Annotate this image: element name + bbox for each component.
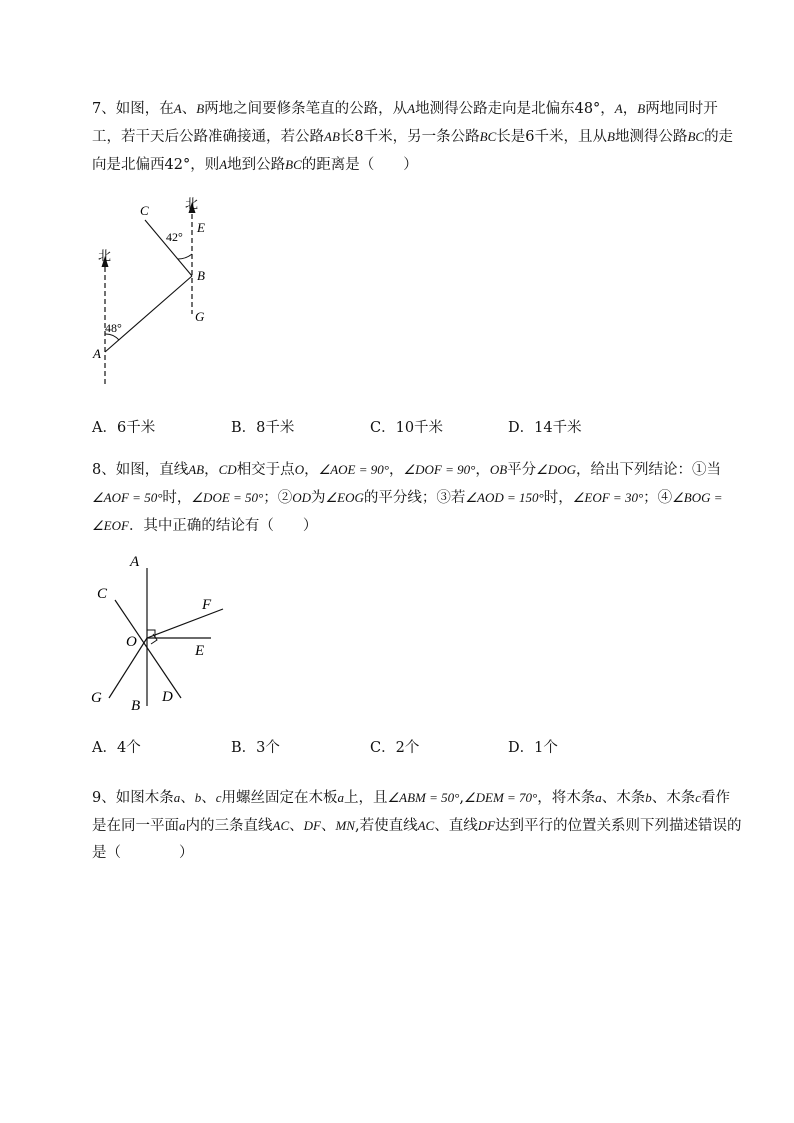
- text: 上，且: [344, 790, 388, 806]
- text: 如图木条: [115, 790, 174, 806]
- angle-arc-b: [178, 254, 192, 259]
- text: 达到平行的位置关系则下列描述错误的是（ ）: [92, 818, 742, 861]
- option-b[interactable]: B．8千米: [231, 420, 295, 436]
- question-number: 8、: [92, 462, 116, 478]
- question-9-text: [92, 784, 742, 867]
- text: 的平分线；③若: [363, 490, 466, 506]
- text: 、: [320, 818, 336, 834]
- math-expr: ∠AOE = 90°: [318, 462, 389, 477]
- math-var: c: [215, 790, 222, 805]
- text: ，: [388, 462, 404, 478]
- north-label-b: 北: [185, 196, 199, 211]
- point-label-b: B: [197, 268, 205, 283]
- math-expr: ∠DOE = 50°: [191, 490, 264, 505]
- math-expr: ∠DOG: [536, 462, 576, 477]
- option-a[interactable]: A．4个: [92, 740, 141, 756]
- text: 平分: [507, 462, 537, 478]
- text: 地到公路: [227, 157, 286, 173]
- q8-figure: [85, 550, 235, 715]
- math-var: AC: [272, 818, 290, 833]
- text: 地测得公路: [614, 129, 688, 145]
- text: 两地同时开工，若干天后公路准确接通，若公路: [92, 101, 718, 145]
- math-var: DF: [303, 818, 321, 833]
- math-expr: ∠EOF = 30°: [572, 490, 644, 505]
- text: 、木条: [601, 790, 646, 806]
- point-label-b: B: [131, 698, 141, 714]
- math-var: A: [614, 101, 623, 116]
- north-label-a: 北: [98, 248, 112, 263]
- line-cd: [115, 600, 181, 698]
- text: ．其中正确的结论有（ ）: [128, 518, 318, 534]
- point-label-c: C: [97, 586, 108, 602]
- q7-figure: [85, 192, 225, 392]
- math-var: A: [219, 157, 228, 172]
- question-8: [92, 456, 742, 540]
- point-label-g: G: [91, 690, 102, 706]
- point-label-a: A: [130, 554, 140, 570]
- text: 长8千米，另一条公路: [339, 129, 480, 145]
- question-7-text: [92, 95, 742, 179]
- math-var: A: [173, 101, 182, 116]
- math-var: c: [695, 790, 702, 805]
- point-label-e: E: [195, 643, 205, 659]
- option-c[interactable]: C．2个: [370, 740, 420, 756]
- angle-label-42: 42°: [166, 230, 183, 244]
- point-label-c: C: [140, 203, 149, 218]
- text: ，将木条: [537, 790, 596, 806]
- math-var: OB: [489, 462, 508, 477]
- text: 如图，在: [115, 101, 174, 117]
- math-var: B: [606, 129, 615, 144]
- math-expr: ∠AOF = 50°: [92, 490, 163, 505]
- text: 两地之间要修条笔直的公路，从: [204, 101, 408, 117]
- text: 的走向是北偏西42°，则: [92, 129, 734, 173]
- question-7: [92, 95, 742, 179]
- text: 长是6千米，且从: [496, 129, 607, 145]
- math-var: B: [196, 101, 205, 116]
- math-expr: ∠ABM = 50°: [387, 790, 460, 805]
- text: ，: [622, 101, 638, 117]
- text: 、: [201, 790, 216, 806]
- question-9: [92, 784, 742, 867]
- math-var: BC: [479, 129, 497, 144]
- point-label-e: E: [197, 220, 205, 235]
- option-b[interactable]: B．3个: [231, 740, 280, 756]
- text: 的距离是（ ）: [301, 157, 418, 173]
- text: 、: [289, 818, 304, 834]
- text: 、直线: [434, 818, 478, 834]
- math-expr: ∠EOG: [325, 490, 364, 505]
- text: 相交于点: [236, 462, 295, 478]
- math-var: AC: [417, 818, 435, 833]
- math-var: A: [407, 101, 416, 116]
- text: 时，: [543, 490, 573, 506]
- math-var: B: [637, 101, 646, 116]
- math-var: O: [294, 462, 305, 477]
- text: 、木条: [651, 790, 696, 806]
- segment-bc: [145, 220, 192, 276]
- text: ，给出下列结论：: [576, 462, 692, 478]
- segment-ab: [105, 276, 192, 352]
- point-label-g: G: [195, 309, 205, 324]
- math-var: AB: [188, 462, 205, 477]
- option-c[interactable]: C．10千米: [370, 420, 444, 436]
- text: 地测得公路走向是北偏东48°，: [415, 101, 615, 117]
- option-d[interactable]: D．14千米: [508, 420, 582, 436]
- text: 、: [180, 790, 195, 806]
- text: 用螺丝固定在木板: [221, 790, 338, 806]
- angle-label-48: 48°: [105, 321, 122, 335]
- text: ，: [475, 462, 490, 478]
- math-var: DF: [477, 818, 496, 833]
- math-var: b: [194, 790, 202, 805]
- math-var: BC: [687, 129, 705, 144]
- math-expr: ∠DOF = 90°: [403, 462, 476, 477]
- text: ；②: [263, 490, 293, 506]
- point-label-f: F: [202, 597, 212, 613]
- text: ；④: [643, 490, 673, 506]
- math-expr: ∠DEM = 70°: [463, 790, 538, 805]
- math-var: a: [595, 790, 602, 805]
- math-expr: ∠AOD = 150°: [465, 490, 544, 505]
- math-var: AB: [324, 129, 340, 144]
- point-label-d: D: [162, 689, 173, 705]
- question-number: 7、: [92, 101, 116, 117]
- text: 时，: [162, 490, 192, 506]
- math-expr: ∠BOG = ∠EOF: [92, 490, 723, 533]
- question-number: 9、: [92, 790, 116, 806]
- text: 内的三条直线: [185, 818, 273, 834]
- option-a[interactable]: A．6千米: [92, 420, 156, 436]
- text: 为: [311, 490, 326, 506]
- ray-of: [147, 609, 223, 638]
- text: ，: [204, 462, 219, 478]
- math-var: a: [179, 818, 186, 833]
- text: ，: [304, 462, 319, 478]
- text: ,若使直线: [354, 818, 418, 834]
- point-label-a: A: [93, 346, 101, 361]
- text: ,: [459, 790, 464, 806]
- point-label-o: O: [126, 634, 137, 650]
- text: 、: [181, 101, 197, 117]
- question-8-text: [92, 456, 742, 540]
- math-var: b: [645, 790, 652, 805]
- text: 如图，直线: [115, 462, 189, 478]
- option-d[interactable]: D．1个: [508, 740, 558, 756]
- math-var: a: [337, 790, 345, 805]
- text: 看作是在同一平面: [92, 790, 731, 834]
- math-var: CD: [218, 462, 237, 477]
- math-var: MN: [335, 818, 355, 833]
- math-var: OD: [292, 490, 312, 505]
- text: ①当: [692, 462, 721, 478]
- math-var: BC: [285, 157, 302, 172]
- math-var: a: [173, 790, 181, 805]
